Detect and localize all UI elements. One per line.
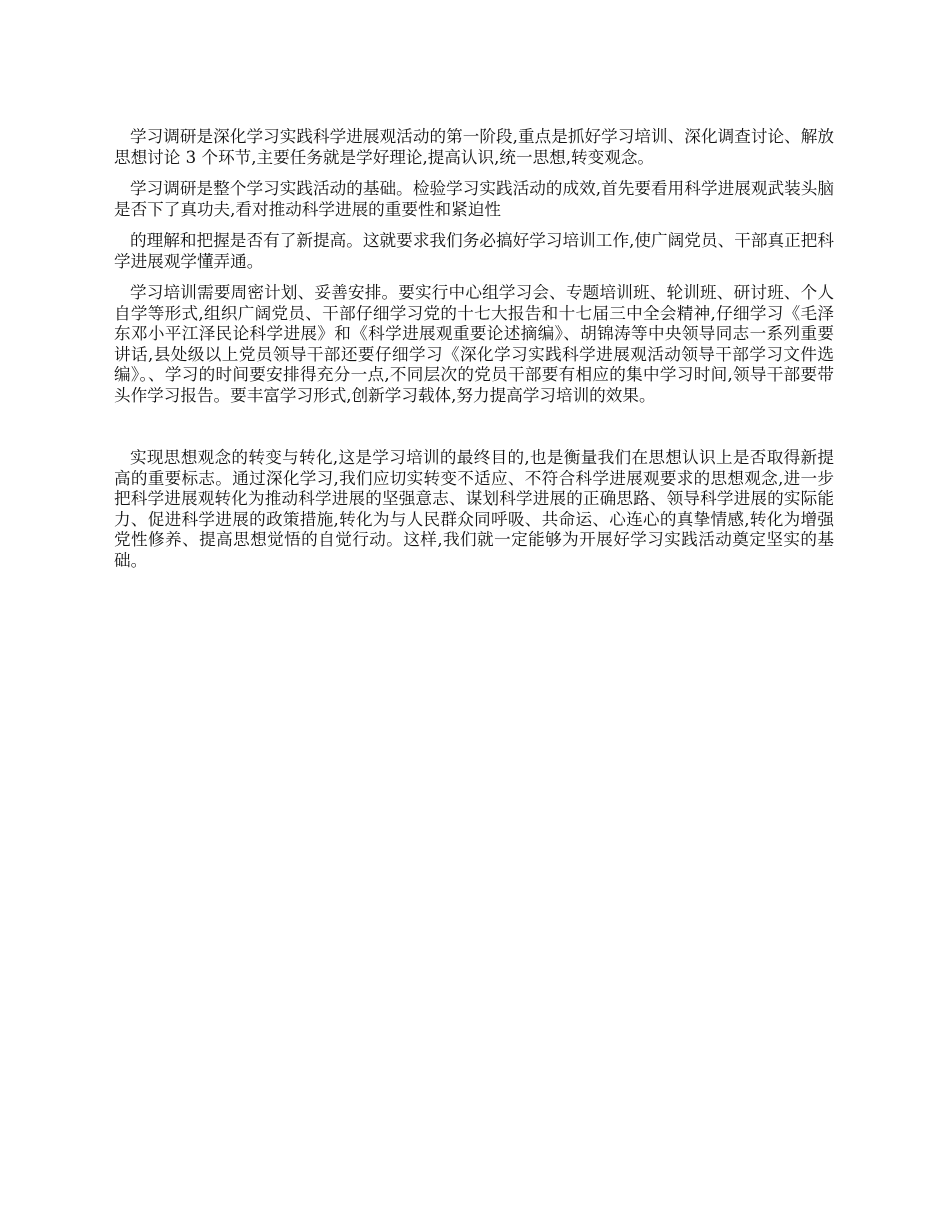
- paragraph-1: 学习调研是深化学习实践科学进展观活动的第一阶段,重点是抓好学习培训、深化调查讨论、解放思想讨论 3 个环节,主要任务就是学好理论,提高认识,统一思想,转变观念。: [114, 127, 834, 167]
- document-body: [114, 127, 834, 582]
- paragraph-3: 的理解和把握是否有了新提高。这就要求我们务必搞好学习培训工作,使广阔党员、干部真正把科学进展观学懂弄通。: [114, 231, 834, 271]
- paragraph-4: 学习培训需要周密计划、妥善安排。要实行中心组学习会、专题培训班、轮训班、研讨班、个人自学等形式,组织广阔党员、干部仔细学习党的十七大报告和十七届三中全会精神,仔细学习《毛泽东邓小平江泽民论科学进展》和《科学进展观重要论述摘编》、胡锦涛等中央领导同志一系列重要讲话,县处级以上党员领导干部还要仔细学习《深化学习实践科学进展观活动领导干部学习文件选编》。、学习的时间要安排得充分一点,不同层次的党员干部要有相应的集中学习时间,领导干部要带头作学习报告。要丰富学习形式,创新学习载体,努力提高学习培训的效果。: [114, 283, 834, 405]
- paragraph-5: 实现思想观念的转变与转化,这是学习培训的最终目的,也是衡量我们在思想认识上是否取得新提高的重要标志。通过深化学习,我们应切实转变不适应、不符合科学进展观要求的思想观念,进一步把科学进展观转化为推动科学进展的坚强意志、谋划科学进展的正确思路、领导科学进展的实际能力、促进科学进展的政策措施,转化为与人民群众同呼吸、共命运、心连心的真挚情感,转化为增强党性修养、提高思想觉悟的自觉行动。这样,我们就一定能够为开展好学习实践活动奠定坚实的基础。: [114, 448, 834, 570]
- paragraph-2: 学习调研是整个学习实践活动的基础。检验学习实践活动的成效,首先要看用科学进展观武装头脑是否下了真功夫,看对推动科学进展的重要性和紧迫性: [114, 179, 834, 219]
